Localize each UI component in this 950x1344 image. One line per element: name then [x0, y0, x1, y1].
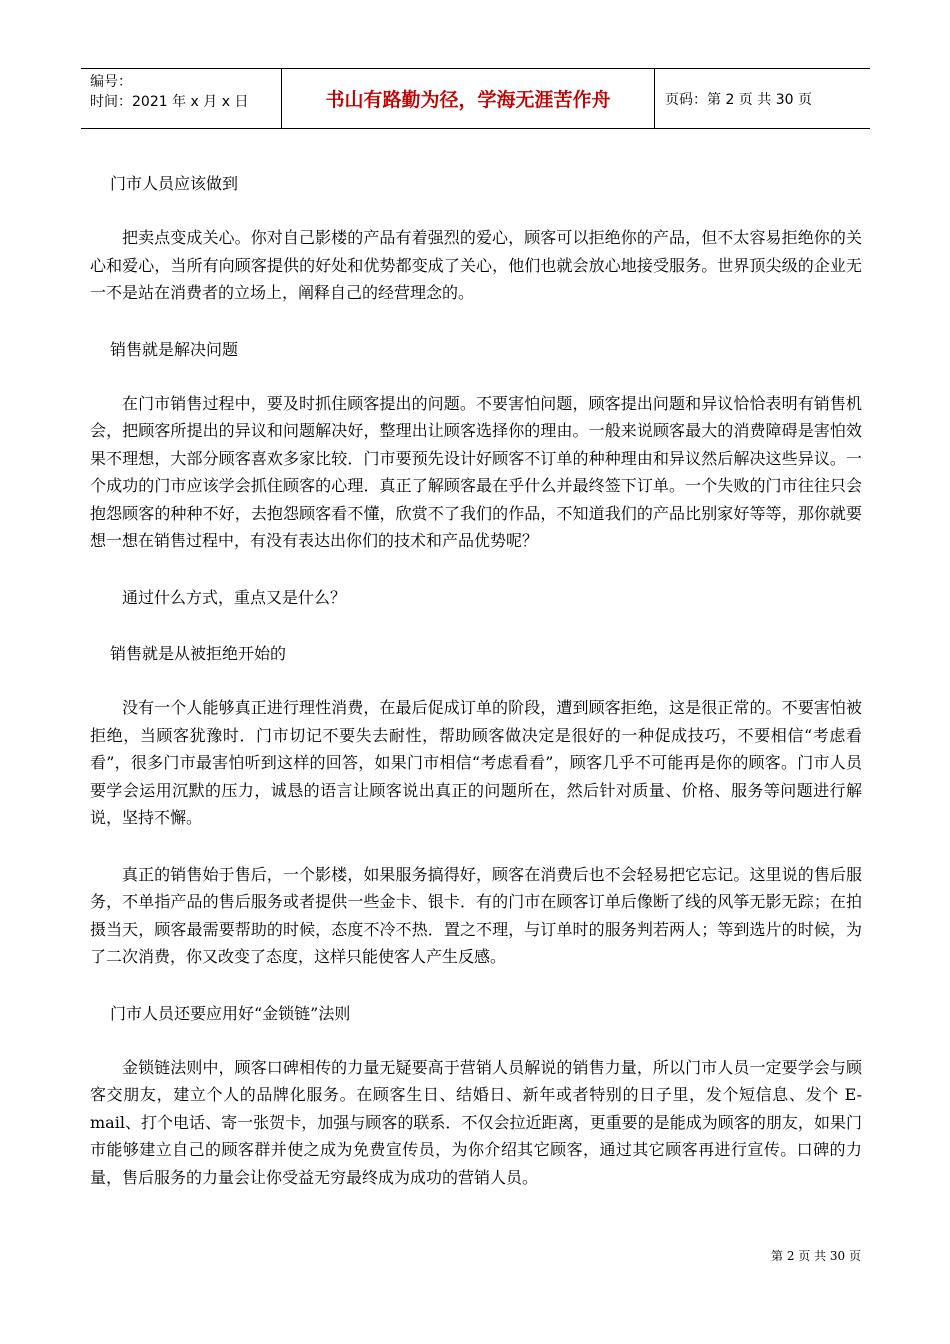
header-meta	[81, 69, 281, 128]
page-footer: 第 2 页 共 30 页	[771, 1249, 861, 1263]
section-heading: 门市人员还要应用好“金锁链”法则	[110, 1003, 351, 1023]
paragraph: 金锁链法则中，顾客口碑相传的力量无疑要高于营销人员解说的销售力量，所以门市人员一定要学会与顾客交朋友，建立个人的品牌化服务。在顾客生日、结婚日、新年或者特别的日子里，发个短信息、发个 E-mail、打个电话、寄一张贺卡，加强与顾客的联系．不仅会拉近距离，更重要的是能成为顾客的朋友，如果门市能够建立自己的顾客群并使之成为免费宣传员，为你介绍其它顾客，通过其它顾客再进行宣传。口碑的力量，售后服务的力量会让你受益无穷最终成为成功的营销人员。	[90, 1057, 862, 1187]
section-heading: 销售就是从被拒绝开始的	[110, 644, 287, 663]
paragraph: 没有一个人能够真正进行理性消费，在最后促成订单的阶段，遭到顾客拒绝，这是很正常的。不要害怕被拒绝，当顾客犹豫时．门市切记不要失去耐性，帮助顾客做决定是很好的一种促成技巧，不要相信“考虑看看”，很多门市最害怕听到这样的回答，如果门市相信“考虑看看”，顾客几乎不可能再是你的顾客。门市人员要学会运用沉默的压力，诚恳的语言让顾客说出真正的问题所在，然后针对质量、价格、服务等问题进行解说，坚持不懈。	[90, 698, 862, 827]
paragraph: 在门市销售过程中，要及时抓住顾客提出的问题。不要害怕问题，顾客提出问题和异议恰恰表明有销售机会，把顾客所提出的异议和问题解决好，整理出让顾客选择你的理由。一般来说顾客最大的消费障碍是害怕效果不理想，大部分顾客喜欢多家比较．门市要预先设计好顾客不订单的种种理由和异议然后解决这些异议。一个成功的门市应该学会抓住顾客的心理．真正了解顾客最在乎什么并最终签下订单。一个失败的门市往往只会抱怨顾客的种种不好，去抱怨顾客看不懂，欣赏不了我们的作品，不知道我们的产品比别家好等等，那你就要想一想在销售过程中，有没有表达出你们的技术和产品优势呢？	[90, 393, 862, 550]
header-number-label: 编号：	[90, 74, 132, 90]
header-motto: 书山有路勤为径，学海无涯苦作舟	[281, 69, 655, 128]
paragraph: 把卖点变成关心。你对自己影楼的产品有着强烈的爱心，顾客可以拒绝你的产品，但不太容易拒绝你的关心和爱心，当所有向顾客提供的好处和优势都变成了关心，他们也就会放心地接受服务。世界顶尖级的企业无一不是站在消费者的立场上，阐释自己的经营理念的。	[90, 228, 862, 302]
paragraph: 通过什么方式，重点又是什么？	[122, 587, 347, 607]
document-body	[90, 170, 862, 1191]
section-heading: 门市人员应该做到	[110, 174, 239, 193]
header-page-info: 页码：第 2 页 共 30 页	[665, 91, 812, 108]
paragraph: 真正的销售始于售后，一个影楼，如果服务搞得好，顾客在消费后也不会轻易把它忘记。这里说的售后服务，不单指产品的售后服务或者提供一些金卡、银卡．有的门市在顾客订单后像断了线的风筝无影无踪；在拍摄当天，顾客最需要帮助的时候，态度不冷不热．置之不理，与订单时的服务判若两人；等到选片的时候，为了二次消费，你又改变了态度，这样只能使客人产生反感。	[90, 864, 862, 966]
header-date: 时间：2021 年 x 月 x 日	[90, 94, 249, 110]
section-heading: 销售就是解决问题	[110, 339, 239, 359]
page-header	[81, 68, 870, 129]
